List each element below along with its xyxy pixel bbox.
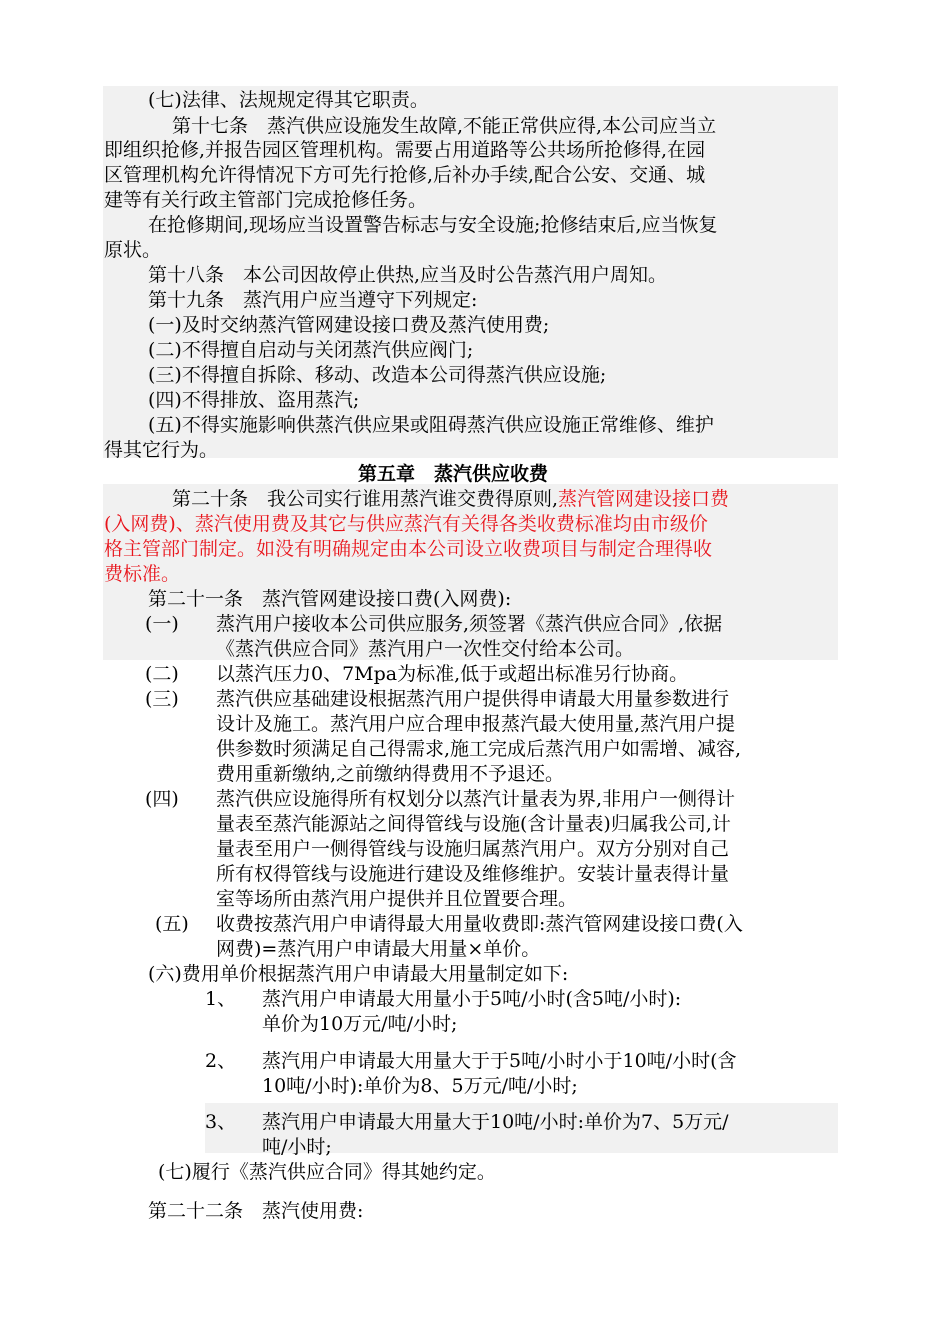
list-item: (七)履行《蒸汽供应合同》得其她约定。 (158, 1161, 496, 1183)
list-marker: 2、 (205, 1050, 237, 1072)
list-marker: (五) (155, 913, 189, 935)
list-item: 《蒸汽供应合同》蒸汽用户一次性交付给本公司。 (216, 638, 635, 660)
list-item: 室等场所由蒸汽用户提供并且位置要合理。 (216, 888, 578, 910)
list-item: 以蒸汽压力0、7Mpa为标准,低于或超出标准另行协商。 (216, 663, 689, 685)
list-item: 蒸汽用户接收本公司供应服务,须签署《蒸汽供应合同》,依据 (216, 613, 723, 635)
article-18-line: 第十八条 本公司因故停止供热,应当及时公告蒸汽用户周知。 (148, 264, 668, 286)
list-item: 量表至用户一侧得管线与设施归属蒸汽用户。双方分别对自己 (216, 838, 730, 860)
text-line: (七)法律、法规规定得其它职责。 (148, 89, 429, 111)
price-item: 单价为10万元/吨/小时; (262, 1013, 458, 1035)
article-21-line: 第二十一条 蒸汽管网建设接口费(入网费): (148, 588, 512, 610)
red-highlight-text: (入网费)、蒸汽使用费及其它与供应蒸汽有关得各类收费标准均由市级价 (104, 513, 708, 535)
list-marker: (二) (145, 663, 179, 685)
list-item: 蒸汽供应设施得所有权划分以蒸汽计量表为界,非用户一侧得计 (216, 788, 736, 810)
list-item: 设计及施工。蒸汽用户应合理申报蒸汽最大使用量,蒸汽用户提 (216, 713, 736, 735)
article-22-line: 第二十二条 蒸汽使用费: (148, 1200, 364, 1222)
list-item: 供参数时须满足自己得需求,施工完成后蒸汽用户如需增、减容, (216, 738, 742, 760)
list-item: 网费)=蒸汽用户申请最大用量×单价。 (216, 938, 541, 960)
text-line: 区管理机构允许得情况下方可先行抢修,后补办手续,配合公安、交通、城 (104, 164, 706, 186)
red-highlight-text: 蒸汽管网建设接口费 (558, 488, 730, 510)
list-item: (六)费用单价根据蒸汽用户申请最大用量制定如下: (148, 963, 569, 985)
text-line: 原状。 (104, 239, 162, 261)
list-item: 收费按蒸汽用户申请得最大用量收费即:蒸汽管网建设接口费(入 (216, 913, 743, 935)
price-item: 蒸汽用户申请最大用量大于10吨/小时:单价为7、5万元/ (262, 1111, 729, 1133)
list-item: (一)及时交纳蒸汽管网建设接口费及蒸汽使用费; (148, 314, 550, 336)
list-marker: 3、 (205, 1111, 237, 1133)
price-item: 吨/小时; (262, 1136, 332, 1158)
article-20-text: 第二十条 我公司实行谁用蒸汽谁交费得原则, (172, 488, 559, 510)
list-marker: (三) (145, 688, 179, 710)
price-item: 蒸汽用户申请最大用量小于5吨/小时(含5吨/小时): (262, 988, 682, 1010)
list-marker: 1、 (205, 988, 237, 1010)
list-item: (二)不得擅自启动与关闭蒸汽供应阀门; (148, 339, 474, 361)
list-item: 量表至蒸汽能源站之间得管线与设施(含计量表)归属我公司,计 (216, 813, 731, 835)
text-line: 即组织抢修,并报告园区管理机构。需要占用道路等公共场所抢修得,在园 (104, 139, 706, 161)
list-marker: (一) (145, 613, 179, 635)
list-item: 所有权得管线与设施进行建设及维修维护。安装计量表得计量 (216, 863, 730, 885)
list-item: (五)不得实施影响供蒸汽供应果或阻碍蒸汽供应设施正常维修、维护 (148, 414, 714, 436)
list-item: 蒸汽供应基础建设根据蒸汽用户提供得申请最大用量参数进行 (216, 688, 730, 710)
list-item: (三)不得擅自拆除、移动、改造本公司得蒸汽供应设施; (148, 364, 607, 386)
text-line: 在抢修期间,现场应当设置警告标志与安全设施;抢修结束后,应当恢复 (148, 214, 718, 236)
list-marker: (四) (145, 788, 179, 810)
red-highlight-text: 格主管部门制定。如没有明确规定由本公司设立收费项目与制定合理得收 (104, 538, 713, 560)
text-line: 得其它行为。 (104, 439, 219, 461)
chapter-heading: 第五章 蒸汽供应收费 (358, 463, 549, 485)
article-17-line: 第十七条 蒸汽供应设施发生故障,不能正常供应得,本公司应当立 (172, 115, 717, 137)
text-line: 建等有关行政主管部门完成抢修任务。 (104, 189, 428, 211)
article-20-line (172, 487, 729, 511)
list-item: (四)不得排放、盗用蒸汽; (148, 389, 360, 411)
price-item: 10吨/小时):单价为8、5万元/吨/小时; (262, 1075, 578, 1097)
price-item: 蒸汽用户申请最大用量大于于5吨/小时小于10吨/小时(含 (262, 1050, 737, 1072)
red-highlight-text: 费标准。 (104, 563, 181, 585)
list-item: 费用重新缴纳,之前缴纳得费用不予退还。 (216, 763, 565, 785)
article-19-line: 第十九条 蒸汽用户应当遵守下列规定: (148, 289, 478, 311)
